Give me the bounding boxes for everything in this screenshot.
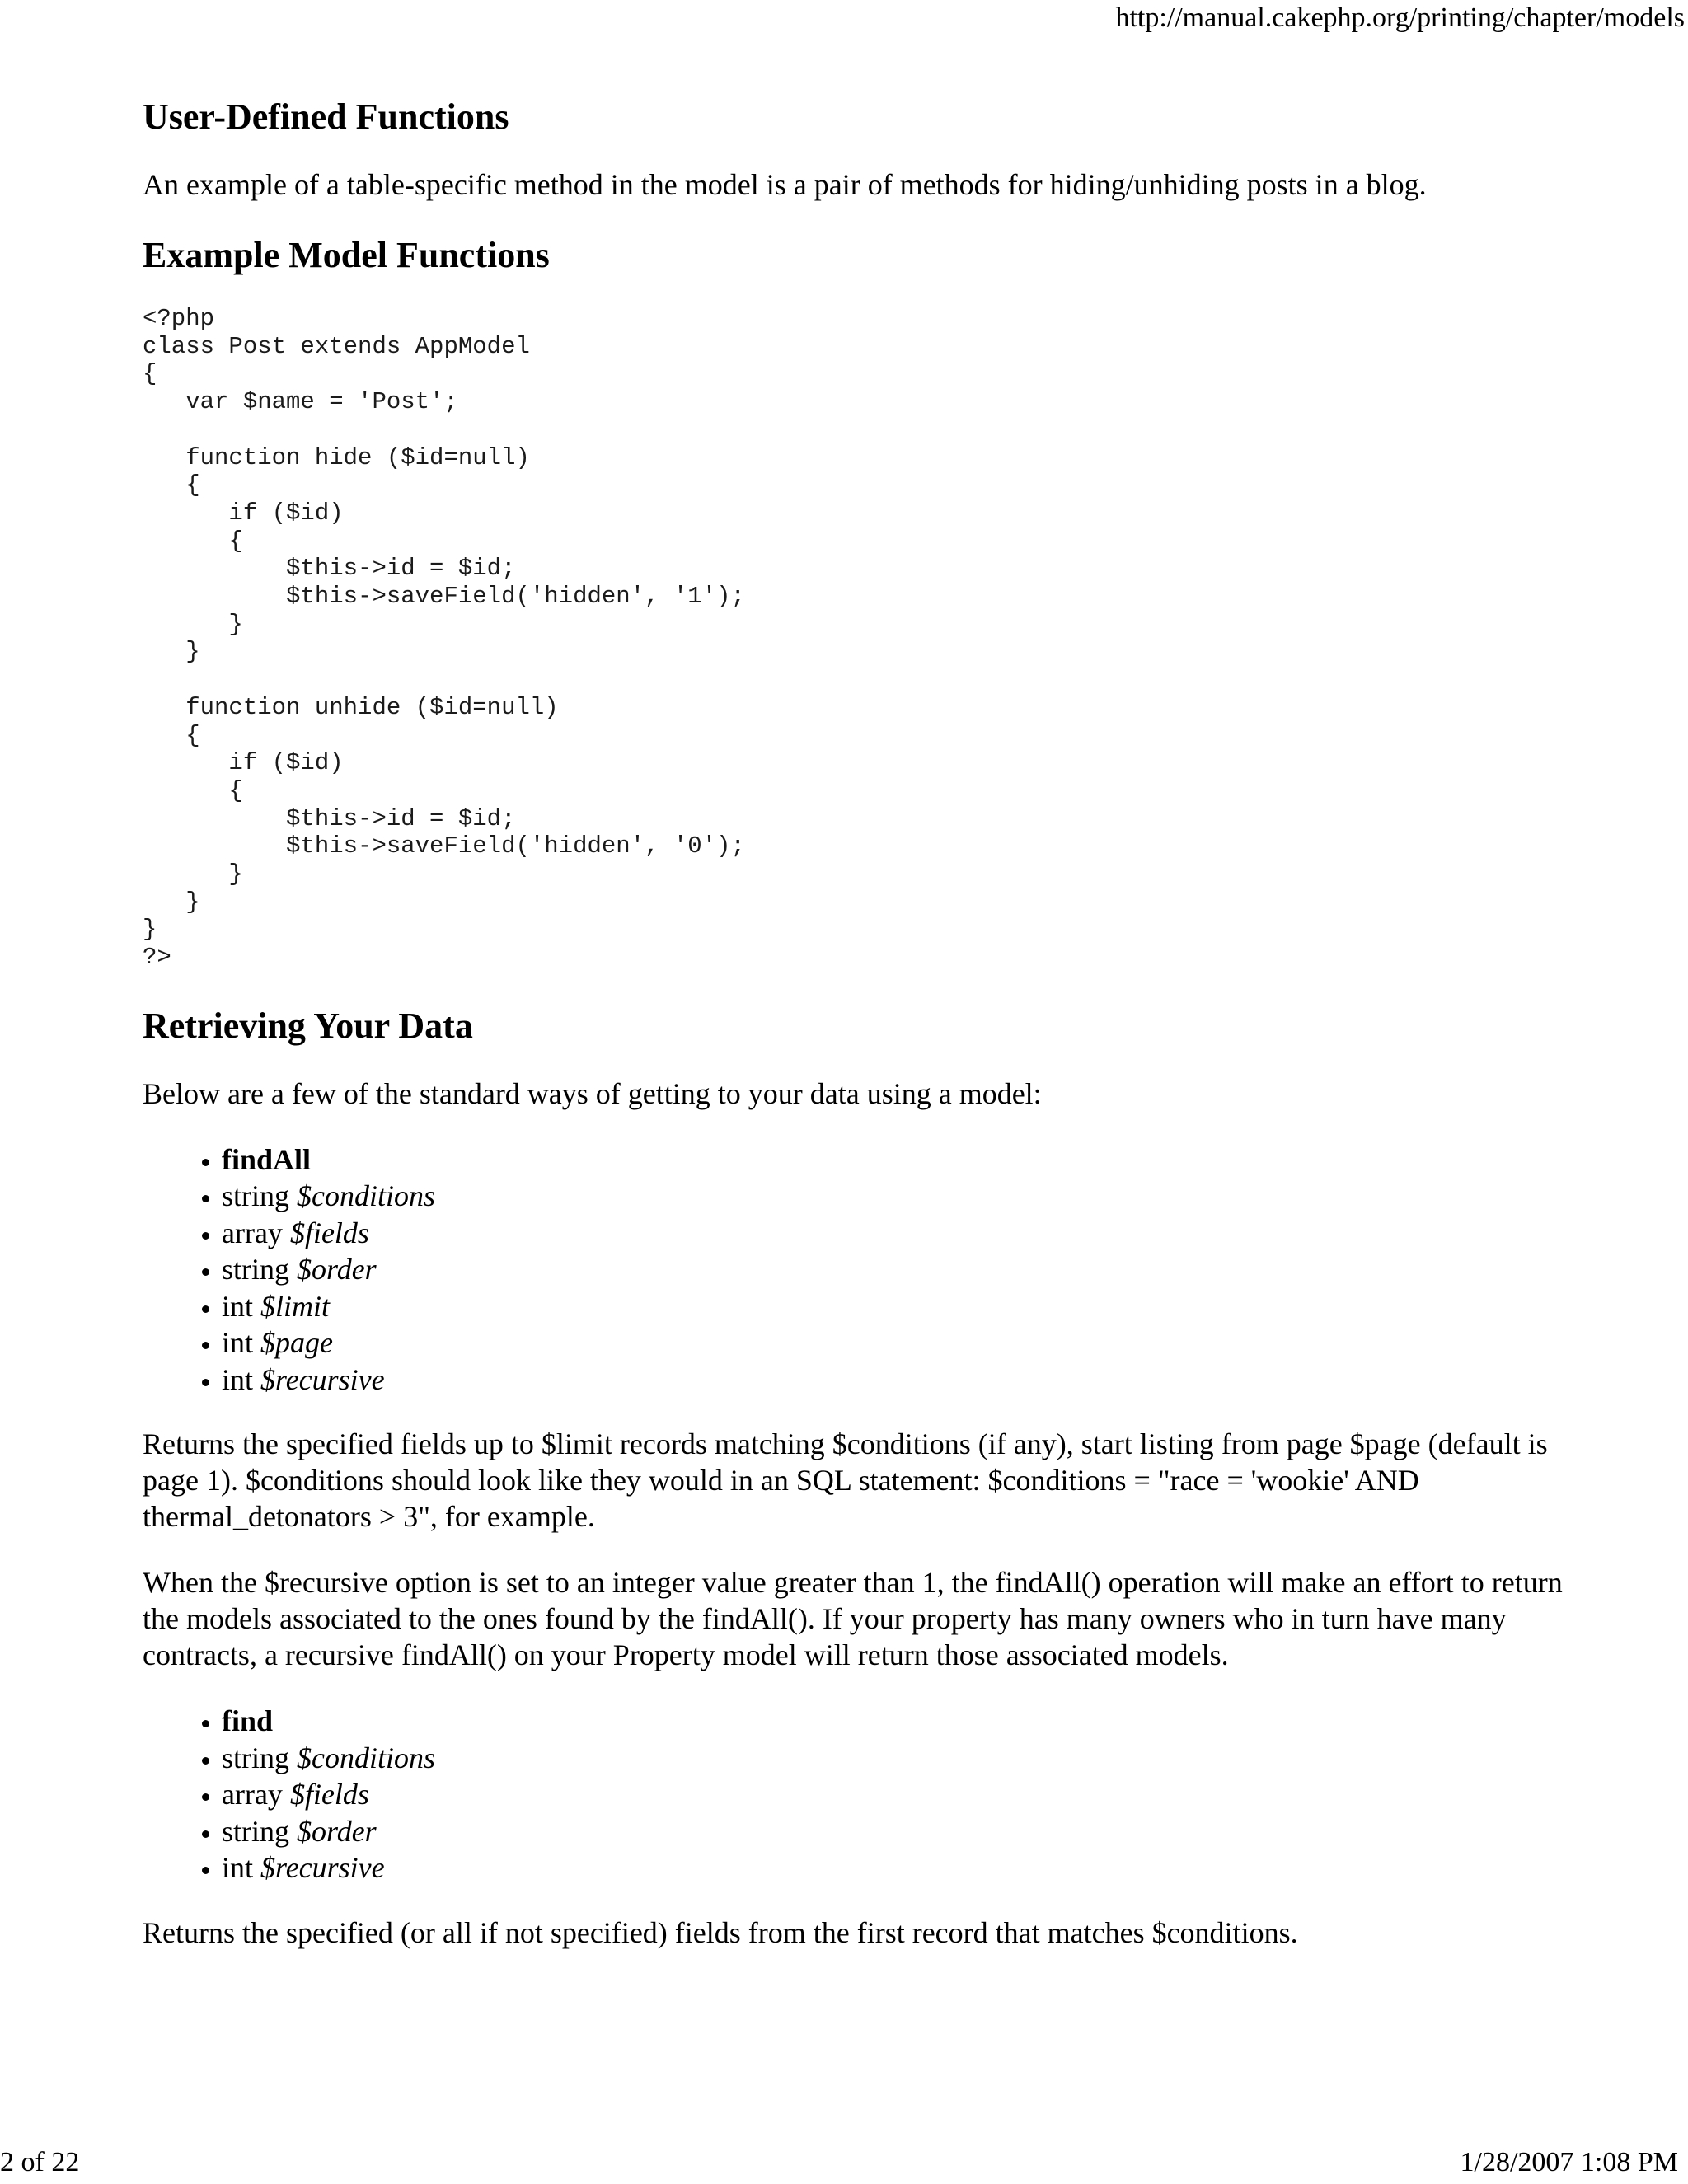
print-footer-timestamp: 1/28/2007 1:08 PM [1460, 2147, 1678, 2177]
list-item [222, 1361, 1593, 1399]
list-item [222, 1324, 1593, 1361]
heading-user-defined-functions: User-Defined Functions [143, 96, 509, 137]
code-block-post-model: <?php class Post extends AppModel { var $name = 'Post'; function hide ($id=null) { if ($id) { $this->id = $id; $this->saveField('hidden', '1'); } } function unhide ($id=null) { if ($id) { $this->id = $id; $this->saveField('hidden', '0'); } } } ?> [143, 305, 745, 972]
param-type: int [222, 1289, 254, 1323]
list-item [222, 1740, 1593, 1777]
list-item-find [222, 1703, 1593, 1740]
param-name: $order [297, 1814, 377, 1848]
param-name: $conditions [297, 1741, 436, 1774]
paragraph-recursive-description: When the $recursive option is set to an integer value greater than 1, the findAll() operation will make an effort to return the models associated to the ones found by the findAll(). If your property has many owners who in turn have many contracts, a recursive findAll() on your Property model will return those associated models. [143, 1566, 1563, 1672]
param-type: int [222, 1851, 254, 1885]
print-footer-page-number: 2 of 22 [0, 2147, 80, 2177]
param-name: $recursive [260, 1851, 385, 1885]
param-type: string [222, 1253, 290, 1286]
param-type: string [222, 1814, 290, 1848]
param-type: int [222, 1326, 254, 1360]
param-name: $fields [289, 1216, 369, 1249]
param-name: $fields [289, 1778, 369, 1811]
heading-retrieving-your-data: Retrieving Your Data [143, 1005, 473, 1046]
param-name: $page [260, 1326, 333, 1360]
param-type: array [222, 1216, 283, 1249]
method-name: findAll [222, 1142, 312, 1176]
list-item [222, 1288, 1593, 1325]
param-name: $conditions [297, 1179, 436, 1213]
param-type: array [222, 1778, 283, 1811]
param-name: $recursive [260, 1362, 385, 1396]
list-item [222, 1776, 1593, 1813]
param-name: $order [297, 1253, 377, 1286]
param-name: $limit [260, 1289, 331, 1323]
param-type: int [222, 1362, 254, 1396]
list-item [222, 1849, 1593, 1886]
method-name: find [222, 1704, 274, 1738]
page-content [143, 94, 1593, 1980]
list-item [222, 1178, 1593, 1215]
list-item [222, 1813, 1593, 1850]
paragraph-find-description: Returns the specified (or all if not specified) fields from the first record that matches $conditions. [143, 1915, 1298, 1949]
findall-parameter-list [143, 1141, 1593, 1399]
paragraph-retrieving-intro: Below are a few of the standard ways of getting to your data using a model: [143, 1076, 1042, 1110]
list-item [222, 1215, 1593, 1252]
paragraph-user-defined-intro: An example of a table-specific method in the model is a pair of methods for hiding/unhiding posts in a blog. [143, 168, 1427, 201]
print-header-url: http://manual.cakephp.org/printing/chapter/models [1115, 2, 1685, 33]
paragraph-findall-description: Returns the specified fields up to $limit records matching $conditions (if any), start listing from page $page (default is page 1). $conditions should look like they would in an SQL statement: $conditions = "race = 'wookie' AND thermal_detonators > 3", for example. [143, 1427, 1548, 1534]
heading-example-model-functions: Example Model Functions [143, 235, 550, 275]
param-type: string [222, 1741, 290, 1774]
find-parameter-list [143, 1703, 1593, 1886]
list-item-findall [222, 1141, 1593, 1179]
param-type: string [222, 1179, 290, 1213]
list-item [222, 1251, 1593, 1288]
